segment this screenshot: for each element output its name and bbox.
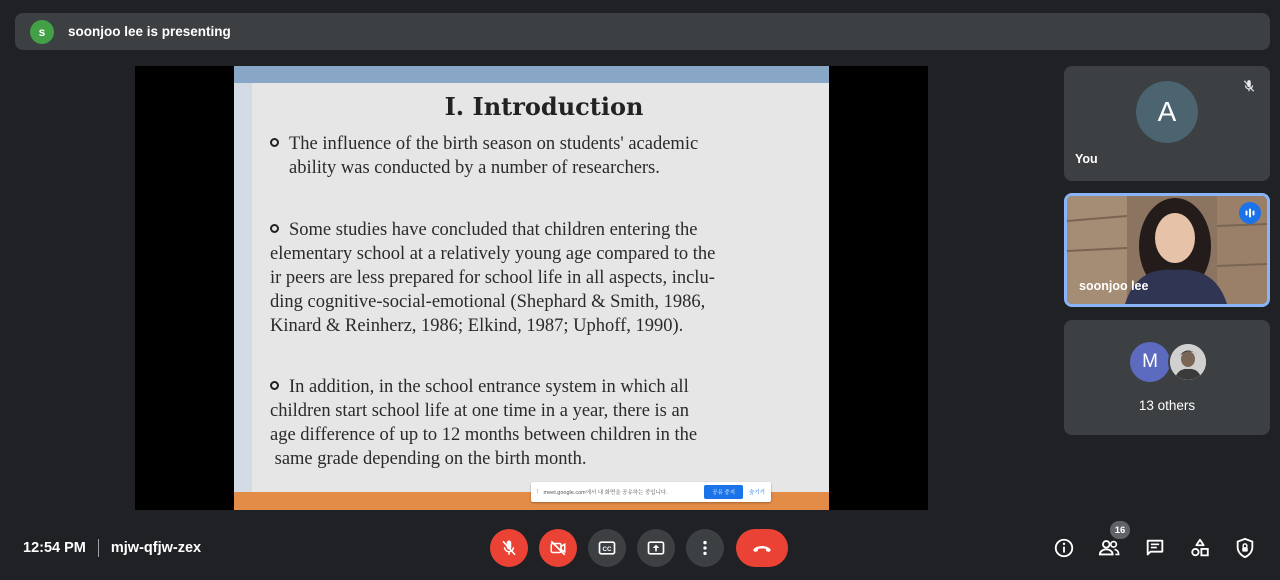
slide-line: ability was conducted by a number of researchers.	[289, 158, 660, 178]
participant-tile-soonjoo-lee[interactable]	[1064, 193, 1270, 307]
slide-line: ir peers are less prepared for school life in all aspects, inclu-	[270, 268, 715, 288]
participant-tile-you[interactable]	[1064, 66, 1270, 181]
more-options-button[interactable]	[686, 529, 724, 567]
slide-line: ding cognitive-social-emotional (Shephard & Smith, 1986,	[270, 292, 706, 312]
participant-name: soonjoo lee	[1079, 279, 1149, 293]
slide-line: elementary school at a relatively young age compared to the	[270, 244, 716, 264]
speaking-icon	[1239, 202, 1261, 224]
camera-toggle-button[interactable]	[539, 529, 577, 567]
slide-line: Kinard & Reinherz, 1986; Elkind, 1987; Uphoff, 1990).	[270, 316, 684, 336]
present-screen-icon	[646, 538, 666, 558]
presenting-banner	[15, 13, 1270, 50]
mic-off-icon	[500, 539, 518, 557]
more-vert-icon	[695, 538, 715, 558]
leave-call-button[interactable]	[736, 529, 788, 567]
avatar: M	[1130, 342, 1170, 382]
bullet-icon	[270, 381, 279, 390]
avatar: A	[1136, 81, 1198, 143]
slide-top-bar	[234, 66, 829, 83]
chat-button[interactable]	[1143, 536, 1167, 560]
slide-left-strip	[234, 83, 252, 493]
activities-button[interactable]	[1188, 536, 1212, 560]
slide-line: children start school life at one time in a year, there is an	[270, 401, 689, 421]
slide-line: In addition, in the school entrance system in which all	[270, 375, 820, 399]
participant-tile-others[interactable]	[1064, 320, 1270, 435]
people-button[interactable]	[1097, 536, 1121, 560]
stop-sharing-button[interactable]: 공유 중지	[704, 485, 743, 499]
slide-line: The influence of the birth season on students' academic	[270, 132, 810, 156]
participant-count-badge: 16	[1110, 521, 1130, 539]
camera-off-icon	[549, 539, 567, 557]
captions-icon	[597, 538, 617, 558]
bullet-icon	[270, 224, 279, 233]
slide-line: age difference of up to 12 months between children in the	[270, 425, 698, 445]
call-end-icon	[750, 536, 774, 560]
shared-slide	[234, 66, 829, 510]
bullet-icon	[270, 138, 279, 147]
meeting-details-button[interactable]	[1052, 536, 1076, 560]
others-count-label: 13 others	[1138, 398, 1196, 413]
share-message: meet.google.com에서 내 화면을 공유하는 중입니다.	[543, 490, 668, 496]
host-controls-button[interactable]	[1233, 536, 1257, 560]
slide-paragraph-3	[270, 375, 820, 471]
divider	[98, 539, 99, 557]
presentation-stage[interactable]	[135, 66, 928, 510]
chat-icon	[1144, 537, 1166, 559]
clock-time: 12:54 PM	[23, 540, 86, 556]
mic-off-icon	[1238, 75, 1260, 97]
presenter-avatar: s	[30, 20, 54, 44]
info-icon	[1053, 537, 1075, 559]
svg-text:CC: CC	[602, 545, 612, 553]
hide-share-bar-button[interactable]: 숨기기	[749, 490, 765, 496]
microphone-toggle-button[interactable]	[490, 529, 528, 567]
screen-share-bar	[531, 482, 771, 502]
slide-paragraph-1	[270, 132, 810, 180]
people-icon	[1097, 537, 1121, 559]
presenting-text: soonjoo lee is presenting	[68, 24, 231, 39]
avatar-photo	[1168, 342, 1208, 382]
meeting-code: mjw-qfjw-zex	[110, 540, 202, 556]
activities-icon	[1189, 537, 1211, 559]
slide-line: Some studies have concluded that children entering the	[270, 218, 820, 242]
shield-lock-icon	[1234, 537, 1256, 559]
present-screen-button[interactable]	[637, 529, 675, 567]
slide-line: same grade depending on the birth month.	[270, 449, 587, 469]
meeting-details	[23, 539, 201, 557]
participant-name: You	[1075, 152, 1098, 166]
slide-paragraph-2	[270, 218, 820, 338]
captions-button[interactable]	[588, 529, 626, 567]
drag-handle-icon[interactable]: ⁞	[537, 489, 539, 495]
slide-title: I. Introduction	[444, 92, 644, 121]
